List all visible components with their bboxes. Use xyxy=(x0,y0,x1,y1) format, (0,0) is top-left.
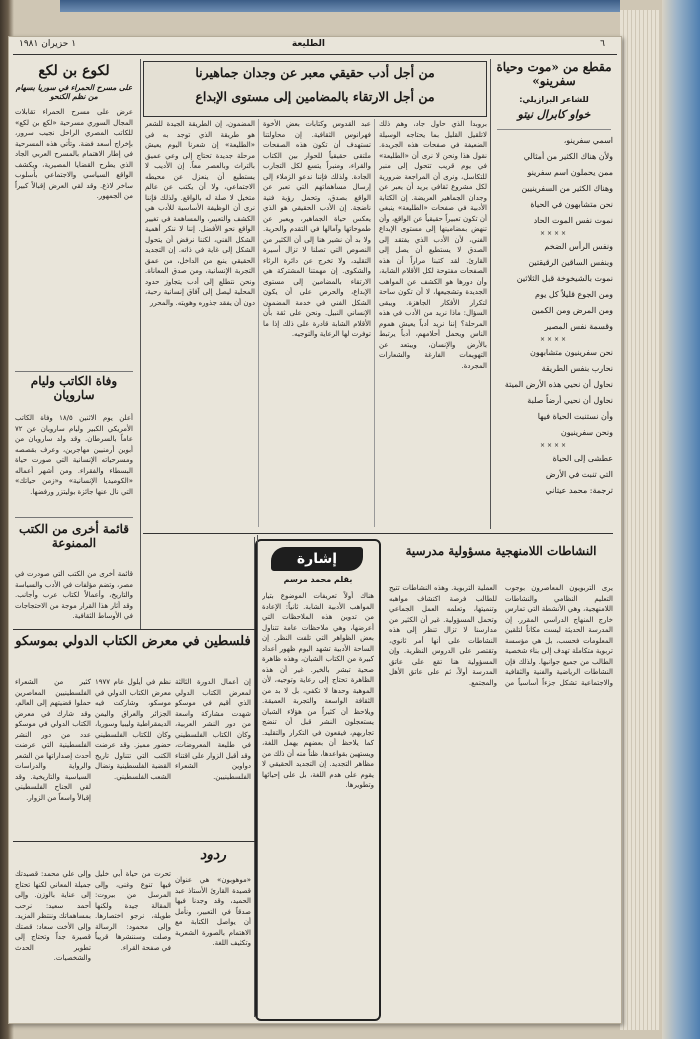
ishara-body: هناك أولاً تعريفات الموضوع بتيار المواهب الأدبية الشابة. ثانياً: الإعادة من تدوين هذه الملاحظات التي أعرضها، وهي ملاحظات عامة تتناول بعض الظواهر التي تلفت النظر. إن الساحة الأدبية تشهد اليوم ظهور أعداد كبيرة من الكتاب الشبان، وهذه ظاهرة صحية تبشر بالخير. غير أن هذه الظاهرة تحتاج إلى رعاية وتوجيه، لأن الموهبة وحدها لا تكفي، بل لا بد من الثقافة الواسعة والتجربة العميقة. ويلاحظ أن كثيراً من هؤلاء الشبان يستعجلون النشر قبل أن تنضج تجاربهم، فيقعون في التكرار والتقليد. كما يلاحظ أن بعضهم يهمل اللغة، ويستهين بقواعدها، ظناً منه أن ذلك من مظاهر التجديد. إن التجديد الحقيقي لا يقوم على هدم اللغة، بل على إحيائها وتطويرها. xyxy=(262,592,374,789)
binder-edge xyxy=(662,0,700,1039)
poem-author: خواو كابرال نيتو xyxy=(517,108,591,121)
poem-line: نحاول أن نحيي أرضاً صلبة xyxy=(527,396,613,405)
main-title-line2: من أجل الارتقاء بالمضامين إلى مستوى الإبداع xyxy=(195,89,435,104)
poem-line: ونفس الرأس الضخم xyxy=(544,242,613,251)
poem-line: نحن متشابهون في الحياة xyxy=(530,200,613,209)
poem-rule xyxy=(497,129,611,130)
poem-separator: ×××× xyxy=(539,442,569,449)
sidebar-body: عرض على مسرح الحمراء تقابلات المجال السوري مسرحية «لكع بن لكع» للكاتب المصري الراحل نجيب سرور، بإخراج أسعد فضة. وتأتي هذه المسرحية في إطار الاهتمام بالمسرح العربي الجاد الذي يطرح القضايا المصيرية، ويكشف الواقع السياسي والاجتماعي بأسلوب ساخر لاذع. وقد لقي العرض إقبالاً كبيراً من الجمهور. xyxy=(15,108,133,200)
poem-lines xyxy=(495,133,613,529)
page-header xyxy=(15,39,615,53)
sidebar-rule xyxy=(15,371,133,372)
poem-separator: ×××× xyxy=(539,336,569,343)
col-divider xyxy=(258,119,259,527)
poem-divider xyxy=(490,59,491,529)
poem-line: وأن نستنبت الحياة فيها xyxy=(537,412,613,421)
poem-line: نموت بالشيخوخة قبل الثلاثين xyxy=(516,274,613,283)
poem-line: ممن يحملون اسم سفرينو xyxy=(527,168,613,177)
palestine-col2: نظم في أيلول عام ١٩٧٧ معرض الكتاب الدولي في موسكو، وشاركت فيه الجزائر والعراق واليمن الديمقراطية وليبيا وسوريا، وكان للكتاب الفلسطيني حضور مميز. وقد عرضت الكتب التي تتناول تاريخ القضية الفلسطينية ونضال الشعب الفلسطيني. xyxy=(95,678,171,781)
sidebar-rule xyxy=(15,517,133,518)
poem-line: نحاول أن نحيي هذه الأرض الميتة xyxy=(504,380,613,389)
poem-line: وهناك الكثير من السفرينيين xyxy=(521,184,613,193)
main-article-col3: المضمون، إن الطريقة الجيدة للشعر هو طريقة الذي توجد به في «الطليعة» إن شعرنا اليوم يعيش مرحلة جديدة تحتاج إلى وعي عميق بالتراث وبالعصر معاً. إن الأديب لا يستطيع أن ينعزل عن محيطه الاجتماعي، ولا أن يكتب عن عالم متخيل لا صلة له بالواقع. ولذلك فإننا نرى أن الوظيفة الأساسية للأدب هي الكشف والتعبير، والمساهمة في تغيير الواقع نحو الأفضل. إننا لا ننكر أهمية الشكل الفني، لكننا نرفض أن يتحول الشكل إلى غاية في ذاته. إن التجديد الحقيقي ينبع من الداخل، من عمق التجربة الإنسانية، ومن صدق المعاناة. ونحن نتطلع إلى أدب يتجاوز حدود المحلية ليصل إلى آفاق إنسانية رحبة، دون أن يفقد جذوره وهويته. والمحرر xyxy=(145,120,255,307)
col-divider xyxy=(254,537,255,1017)
poem-author-label: للشاعر البرازيلي: xyxy=(519,95,589,104)
poem-separator: ×××× xyxy=(539,230,569,237)
palestine-title: فلسطين في معرض الكتاب الدولي بموسكو xyxy=(15,634,251,649)
rudud-title: ردود xyxy=(200,847,226,863)
palestine-col1: كثير من الشعراء الفلسطينيين المعاصرين حملوا قضيتهم إلى العالم، وقد شارك في معرض الكتاب الدولي في موسكو عدد من دور النشر الفلسطينية التي عرضت أحدث إصداراتها من الشعر والرواية والدراسات السياسية والتاريخية. وقد لقي الجناح الفلسطيني إقبالاً واسعاً من الزوار. xyxy=(15,678,91,802)
sidebar-divider xyxy=(140,59,141,629)
poem-line: ومن الجوع قليلاً كل يوم xyxy=(535,290,613,299)
banned-books-body: قائمة أخرى من الكتب التي صودرت في مصر، وتضم مؤلفات في الأدب والسياسة والتاريخ، وأعمالاً لكتاب عرب وأجانب. وقد أثار هذا القرار موجة من الاحتجاجات في الأوساط الثقافية. xyxy=(15,570,133,620)
obituary-body: أعلن يوم الاثنين ١٨/٥ وفاة الكاتب الأمريكي الكبير وليام سارويان عن ٧٢ عاماً بالسرطان. وقد ولد سارويان من أبوين أرمنيين مهاجرين، وعرف بقصصه ومسرحياته الإنسانية التي صورت حياة البسطاء والفقراء. ومن أشهر أعماله «الكوميديا الإنسانية» و«زمن حياتك» التي نال عنها جائزة بوليتزر ورفضها. xyxy=(15,414,133,496)
newspaper-name: الطليعة xyxy=(291,39,325,49)
ishara-title: إشارة xyxy=(271,547,363,571)
col-divider xyxy=(374,119,375,527)
page-number: ٦ xyxy=(600,39,605,49)
header-rule xyxy=(13,54,617,55)
section-rule xyxy=(143,533,613,534)
issue-date: ١ حزيران ١٩٨١ xyxy=(19,39,77,49)
poem-line: ومن المرض ومن الكمين xyxy=(531,306,613,315)
obituary-title: وفاة الكاتب وليام سارويان xyxy=(30,374,118,402)
rudud-col1: وإلى علي محمد: قصيدتك جميلة المعاني لكنها تحتاج إلى عناية بالوزن. وإلى أحمد سعيد: نرحب بمساهماتك وننتظر المزيد. وإلى الأخت سعاد: قصتك قصيرة جداً وتحتاج إلى تطوير الحدث والشخصيات. xyxy=(15,870,91,962)
poem-line: اسمي سفرينو، xyxy=(563,136,613,145)
newspaper-page xyxy=(8,36,622,1024)
rudud-col2: تحرت من حياة أبي خليل فيها تنوع وغنى، وإلى المرسل من بيروت: المقالة جيدة ولكنها طويلة، نرجو اختصارها. وإلى محمود: الرسالة وصلت وسننشرها قريباً في صفحة القراء. xyxy=(95,870,171,952)
activities-title: النشاطات اللامنهجية مسؤولية مدرسية xyxy=(405,544,597,558)
section-rule xyxy=(13,841,255,842)
binder-tab xyxy=(60,0,620,12)
poem-line: وقسمة نفس المصير xyxy=(544,322,613,331)
poem-line: عطشى إلى الحياة xyxy=(552,454,613,463)
page-stack xyxy=(620,10,660,1030)
sidebar-subtitle: على مسرح الحمراء في سوريا بسهام من نظم الكنحو xyxy=(15,83,133,101)
main-title-box xyxy=(143,61,487,117)
palestine-col3: إن أعمال الدورة الثالثة لمعرض الكتاب الدولي الذي أقيم في موسكو شهدت مشاركة واسعة من دور النشر العربية، وكان الكتاب الفلسطيني في طليعة المعروضات، وقد أقبل الزوار على اقتناء دواوين الشعراء الفلسطينيين. xyxy=(175,678,251,781)
ishara-byline: بقلم محمد مرسم xyxy=(283,575,353,584)
ishara-box xyxy=(255,539,381,1021)
poem-line: نموت نفس الموت الحاد xyxy=(533,216,613,225)
main-article-col2: عبد القدوس وكتابات بعض الأخوة فهرانوس الثقافية. إن محاولتنا تستهدف أن تكون هذه الصفحات ملتقى حقيقياً للحوار بين الكتاب والقراء، ومنبراً يتسع لكل التجارب الجادة. ولذلك فإننا ندعو الزملاء إلى إرسال مساهماتهم التي تعبر عن الواقع بصدق، وتحمل رؤية فنية ناضجة. إن الأدب الحقيقي هو الذي يعكس حياة الجماهير، ويعبر عن طموحاتها وآمالها في التقدم والحرية. ولا بد أن نشير هنا إلى أن الكثير من النصوص التي تصلنا لا تزال أسيرة التقليد، ولا تخرج عن دائرة الرثاء والشكوى. إن مهمتنا المشتركة هي الارتقاء بالمضامين إلى مستوى الإبداع، والحرص على أن يكون الشكل الفني في خدمة المضمون الإنساني النبيل. ونحن على ثقة بأن الأقلام الشابة قادرة على ذلك إذا ما توفرت لها الرعاية والتوجيه. xyxy=(263,120,371,338)
poem-line: نحن سفرينيون متشابهون xyxy=(530,348,613,357)
poem-line: وبنفس الساقين الرقيقتين xyxy=(528,258,613,267)
main-title-line1: من أجل أدب حقيقي معبر عن وجدان جماهيرنا xyxy=(195,65,435,80)
sidebar-title: لكوع بن لكع xyxy=(38,63,110,79)
banned-books-title: قائمة أخرى من الكتب الممنوعة xyxy=(19,522,129,550)
section-rule xyxy=(13,629,255,630)
rudud-col3: «موهوبون» هي عنوان قصيدة القارئ الأستاذ عبد الحميد، وقد وجدنا فيها صدقاً في التعبير، ونأمل أن يواصل الكتابة مع الاهتمام بالصورة الشعرية وتكثيف اللغة. xyxy=(175,876,251,947)
main-article-col1: بروبدا الذي حاول جاد، وهم ذلك لاتلقيل القليل بما يحتاجه الوسيلة الضعيفة في صفحات هذه الجريدة. نقول هذا ونحن لا نرى أن «الطليعة» في يوم قريب تتحول إلى منبر للتكاسل، ونرى أن المراجعة ضرورية لكل مشروع ثقافي يريد أن يعبر عن وجدان الجماهير العريضة. إن الكتابة الأدبية في صفحات «الطليعة» ينبغي أن تكون تعبيراً حقيقياً عن الواقع، وأن تنهض بمضامينها إلى مستوى الإبداع الفني، لأن الأدب الذي يفتقد إلى الصدق لا يستطيع أن يصل إلى القارئ. لقد كتبنا مراراً أن هذه الصفحات مفتوحة لكل الأقلام الشابة، وأن دورها هو الكشف عن المواهب الجديدة وتشجيعها، لا أن تكون ساحة لتكرار الأفكار الجاهزة. ويبقى السؤال: ماذا نريد من الأدب في هذه المرحلة؟ إننا نريد أدباً يعيش هموم الناس ويحمل أحلامهم، أدباً يرتبط بالأرض والإنسان، ويبتعد عن التهويمات الفارغة والشعارات المجردة. xyxy=(379,120,487,370)
poem-line: ولأن هناك الكثير من أمثالي xyxy=(523,152,613,161)
poem-title: مقطع من «موت وحياة سفرينو» xyxy=(496,60,612,88)
col-divider xyxy=(257,535,258,1017)
poem-line: التي تنبت في الأرض xyxy=(545,470,613,479)
activities-body: يرى التربويون المعاصرون بوجوب التعليم النظامي والنشاطات اللامنهجية، وهي الأنشطة التي تمارس خارج المنهاج الدراسي المقرر. إن المدرسة الحديثة ليست مكاناً لتلقين المعلومات فحسب، بل هي مؤسسة تربوية متكاملة تهدف إلى بناء شخصية الطالب من جميع جوانبها. ولذلك فإن النشاطات الرياضية والفنية والثقافية والاجتماعية تشكل جزءاً أساسياً من العملية التربوية. وهذه النشاطات تتيح للطالب فرصة اكتشاف مواهبه وتنميتها، وتعلمه العمل الجماعي وتحمل المسؤولية. غير أن الكثير من مدارسنا لا تزال تنظر إلى هذه النشاطات على أنها أمر ثانوي، وتقتصر على الدروس النظرية. وإن المسؤولية هنا تقع على عاتق المدرسة أولاً، ثم على عاتق الأهل والمجتمع. xyxy=(389,584,613,687)
poem-line: ونحن سفرينيون xyxy=(560,428,613,437)
poem-line: ترجمة: محمد عيتاني xyxy=(545,486,613,495)
poem-line: نحارب بنفس الطريقة xyxy=(541,364,613,373)
